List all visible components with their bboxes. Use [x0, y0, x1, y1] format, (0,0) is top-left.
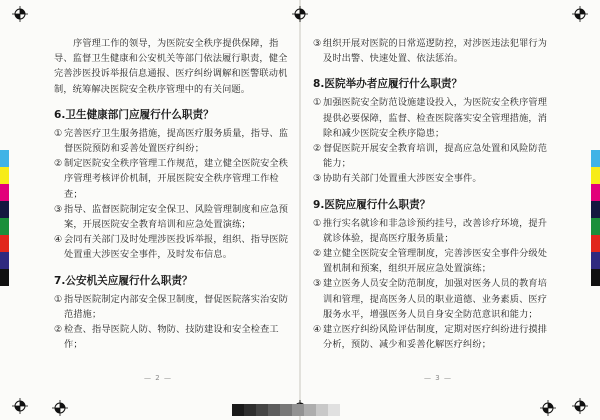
color-swatch: [591, 252, 600, 269]
color-bar-left: [0, 150, 9, 286]
color-swatch: [591, 150, 600, 167]
list-text: 检查、指导医院人防、物防、技防建设和安全检查工作；: [64, 324, 279, 351]
registration-mark-icon: [572, 6, 588, 22]
registration-mark-icon: [12, 6, 28, 22]
gray-step: [316, 404, 328, 416]
color-swatch: [591, 201, 600, 218]
list-text: 建立医疗纠纷风险评估制度，定期对医疗纠纷进行摸排分析，预防、减少和妥善化解医疗纠纷；: [323, 324, 548, 351]
registration-mark-icon: [12, 398, 28, 414]
left-page-text: [54, 36, 292, 352]
color-swatch: [591, 269, 600, 286]
gray-step: [244, 404, 256, 416]
list-item: [313, 171, 553, 186]
section-7-heading: 7.公安机关应履行什么职责？: [54, 274, 193, 287]
list-item: [54, 322, 292, 352]
registration-mark-icon: [292, 6, 308, 22]
list-item: [54, 126, 292, 156]
list-item: [54, 202, 292, 232]
right-page-text: [313, 36, 553, 352]
list-number: ②: [313, 248, 322, 260]
color-swatch: [591, 184, 600, 201]
gray-step: [292, 404, 304, 416]
list-number: ③: [313, 38, 322, 49]
registration-mark-icon: [540, 400, 556, 416]
list-number: ①: [313, 217, 322, 229]
color-swatch: [591, 235, 600, 252]
color-swatch: [0, 269, 9, 286]
section-8-heading: 8.医院举办者应履行什么职责？: [313, 78, 463, 91]
gray-step: [328, 404, 340, 416]
gray-scale-bar: [232, 404, 340, 416]
list-item: [313, 36, 553, 66]
gray-step: [280, 404, 292, 416]
color-swatch: [591, 167, 600, 184]
gray-step: [304, 404, 316, 416]
color-swatch: [591, 218, 600, 235]
list-number: ①: [313, 97, 322, 109]
list-text: 指导、监督医院制定安全保卫、风险管理制度和应急预案，开展医院安全教育培训和应急处置演练；: [64, 203, 289, 231]
list-number: ④: [313, 324, 322, 336]
list-text: 推行实名就诊和非急诊预约挂号，改善诊疗环境，提升就诊体验，提高医疗服务质量；: [323, 217, 548, 244]
page-number-left: — 2 —: [144, 374, 172, 382]
list-text: 组织开展对医院的日常巡逻防控，对涉医违法犯罪行为及时出警、快速处置、依法惩治。: [323, 38, 548, 65]
list-text: 协助有关部门处置重大涉医安全事件。: [323, 173, 482, 185]
list-item: [313, 246, 553, 276]
list-number: ③: [313, 173, 322, 185]
section-9-heading: 9.医院应履行什么职责？: [313, 198, 431, 211]
section-6-heading: 6.卫生健康部门应履行什么职责？: [54, 108, 214, 121]
color-swatch: [0, 167, 9, 184]
color-swatch: [0, 235, 9, 252]
list-item: [313, 216, 553, 246]
list-number: ②: [313, 143, 322, 155]
list-text: 会同有关部门及时处理涉医投诉举报，组织、指导医院处置重大涉医安全事件，及时发布信息。: [64, 234, 289, 261]
list-number: ④: [54, 234, 63, 246]
color-swatch: [0, 252, 9, 269]
list-text: 制定医院安全秩序管理工作规范，建立健全医院安全秩序管理考核评价机制，开展医院安全秩序管理工作检查；: [64, 158, 289, 200]
list-number: ③: [313, 278, 322, 290]
list-text: 督促医院开展安全教育培训，提高应急处置和风险防范能力；: [323, 143, 548, 170]
list-text: 建立医务人员安全防范制度，加强对医务人员的教育培训和管理，提高医务人员的职业道德、业务素质、医疗服务水平，增强医务人员自身安全防范意识和能力；: [323, 278, 548, 320]
page-number-right: — 3 —: [424, 374, 452, 382]
gray-step: [256, 404, 268, 416]
list-number: ②: [54, 324, 63, 336]
list-text: 建立健全医院安全管理制度，完善涉医安全事件分级处置机制和预案，组织开展应急处置演练；: [323, 248, 548, 275]
list-item: [54, 232, 292, 262]
list-item: [54, 156, 292, 202]
registration-mark-icon: [52, 400, 68, 416]
list-item: [313, 322, 553, 352]
intro-paragraph: 序管理工作的领导，为医院安全秩序提供保障，指导、监督卫生健康和公安机关等部门依法履行职责，健全完善涉医投诉举报信息通报、医疗纠纷调解和医警联动机制，统筹解决医院安全秩序管理中的有关问题。: [54, 38, 288, 95]
color-swatch: [0, 201, 9, 218]
list-number: ①: [54, 127, 63, 139]
list-number: ②: [54, 158, 63, 170]
color-bar-right: [591, 150, 600, 286]
list-item: [54, 292, 292, 322]
list-text: 加强医院安全防范设施建设投入，为医院安全秩序管理提供必要保障，监督、检查医院落实安全管理措施，消除和减少医院安全秩序隐患；: [323, 97, 548, 139]
registration-mark-icon: [572, 398, 588, 414]
list-text: 指导医院制定内部安全保卫制度，督促医院落实治安防范措施；: [64, 293, 289, 320]
color-swatch: [0, 218, 9, 235]
color-swatch: [0, 150, 9, 167]
color-swatch: [0, 184, 9, 201]
gray-step: [232, 404, 244, 416]
gray-step: [268, 404, 280, 416]
list-item: [313, 141, 553, 171]
list-number: ①: [54, 293, 63, 305]
list-text: 完善医疗卫生服务措施，提高医疗服务质量，指导、监督医院预防和妥善处置医疗纠纷；: [64, 127, 289, 155]
list-item: [313, 276, 553, 322]
list-item: [313, 95, 553, 141]
list-number: ③: [54, 203, 63, 215]
